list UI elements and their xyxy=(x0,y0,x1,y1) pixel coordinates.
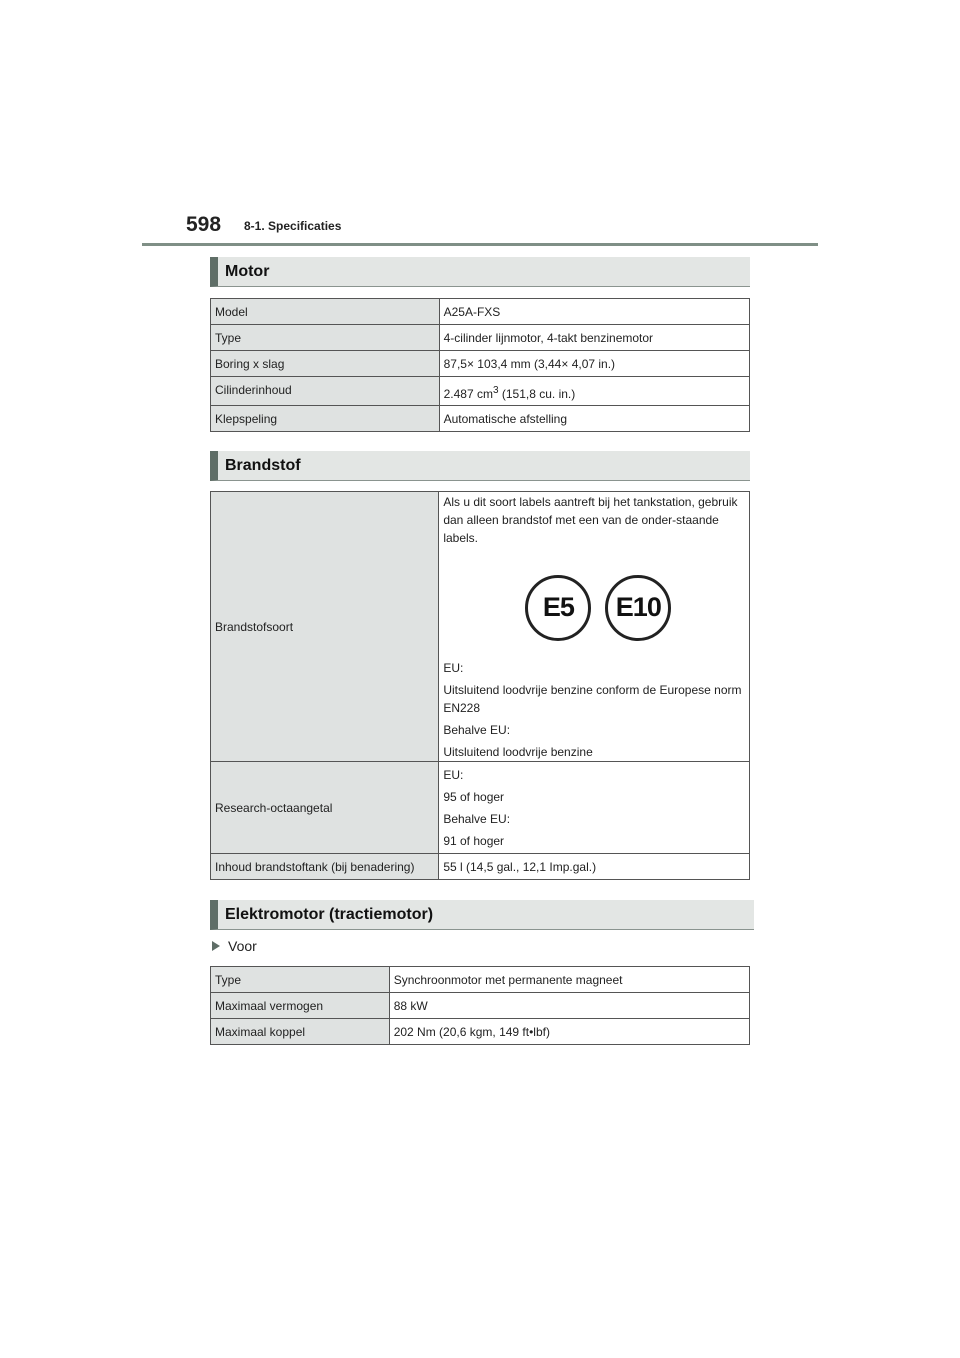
table-row xyxy=(211,351,750,377)
table-row xyxy=(211,1019,750,1045)
row-label: Research-octaangetal xyxy=(211,762,439,854)
elektromotor-heading: Elektromotor (tractiemotor) xyxy=(210,900,754,930)
row-value: 202 Nm (20,6 kgm, 149 ft•lbf) xyxy=(389,1019,749,1045)
non-eu-label: Behalve EU: xyxy=(443,722,511,737)
motor-spec-table xyxy=(210,298,750,432)
table-row xyxy=(211,762,750,854)
subheading-label: Voor xyxy=(228,938,257,954)
table-row xyxy=(211,377,750,406)
row-value: Synchroonmotor met permanente magneet xyxy=(389,967,749,993)
brandstof-spec-table xyxy=(210,491,750,880)
table-row xyxy=(211,854,750,880)
elektromotor-spec-table xyxy=(210,966,750,1045)
row-value: 87,5× 103,4 mm (3,44× 4,07 in.) xyxy=(439,351,749,377)
row-label: Type xyxy=(211,325,440,351)
row-label: Inhoud brandstoftank (bij benadering) xyxy=(211,854,439,880)
octane-cell xyxy=(439,762,750,854)
row-label: Cilinderinhoud xyxy=(211,377,440,406)
page-number: 598 xyxy=(186,213,222,236)
table-row xyxy=(211,325,750,351)
motor-heading: Motor xyxy=(210,257,750,287)
table-row xyxy=(211,967,750,993)
row-label: Model xyxy=(211,299,440,325)
table-row xyxy=(211,993,750,1019)
non-eu-octane-value: 91 of hoger xyxy=(443,833,505,848)
row-label: Boring x slag xyxy=(211,351,440,377)
row-label: Maximaal vermogen xyxy=(211,993,390,1019)
row-label: Brandstofsoort xyxy=(211,492,439,762)
eu-text: Uitsluitend loodvrije benzine conform de Europese norm EN228 xyxy=(443,682,742,715)
eu-label: EU: xyxy=(443,660,464,675)
e10-badge-icon: E10 xyxy=(605,575,671,641)
fuel-intro-text: Als u dit soort labels aantreft bij het tankstation, gebruik dan alleen brandstof met een van de onder-staande labels. xyxy=(443,494,738,545)
displacement-imperial: (151,8 cu. in.) xyxy=(498,387,576,401)
table-row xyxy=(211,299,750,325)
row-value: Automatische afstelling xyxy=(439,406,749,432)
triangle-bullet-icon xyxy=(212,941,220,951)
row-value: 55 l (14,5 gal., 12,1 Imp.gal.) xyxy=(439,854,750,880)
row-label: Klepspeling xyxy=(211,406,440,432)
row-label: Type xyxy=(211,967,390,993)
section-title: 8-1. Specificaties xyxy=(244,219,342,233)
fuel-type-cell xyxy=(439,492,750,762)
non-eu-text: Uitsluitend loodvrije benzine xyxy=(443,744,593,759)
table-row xyxy=(211,492,750,762)
displacement-value: 2.487 cm xyxy=(443,387,493,401)
brandstof-heading: Brandstof xyxy=(210,451,750,481)
header-divider xyxy=(142,243,818,246)
non-eu-label: Behalve EU: xyxy=(443,811,511,826)
fuel-label-badges xyxy=(525,575,745,641)
eu-label: EU: xyxy=(443,767,464,782)
subheading-front xyxy=(212,938,257,954)
table-row xyxy=(211,406,750,432)
cubic-superscript: 3 xyxy=(492,385,499,396)
row-value: A25A-FXS xyxy=(439,299,749,325)
row-label: Maximaal koppel xyxy=(211,1019,390,1045)
row-value xyxy=(439,377,749,406)
eu-octane-value: 95 of hoger xyxy=(443,789,505,804)
row-value: 4-cilinder lijnmotor, 4-takt benzinemotor xyxy=(439,325,749,351)
page-header xyxy=(0,0,960,250)
e5-badge-icon: E5 xyxy=(525,575,591,641)
row-value: 88 kW xyxy=(389,993,749,1019)
